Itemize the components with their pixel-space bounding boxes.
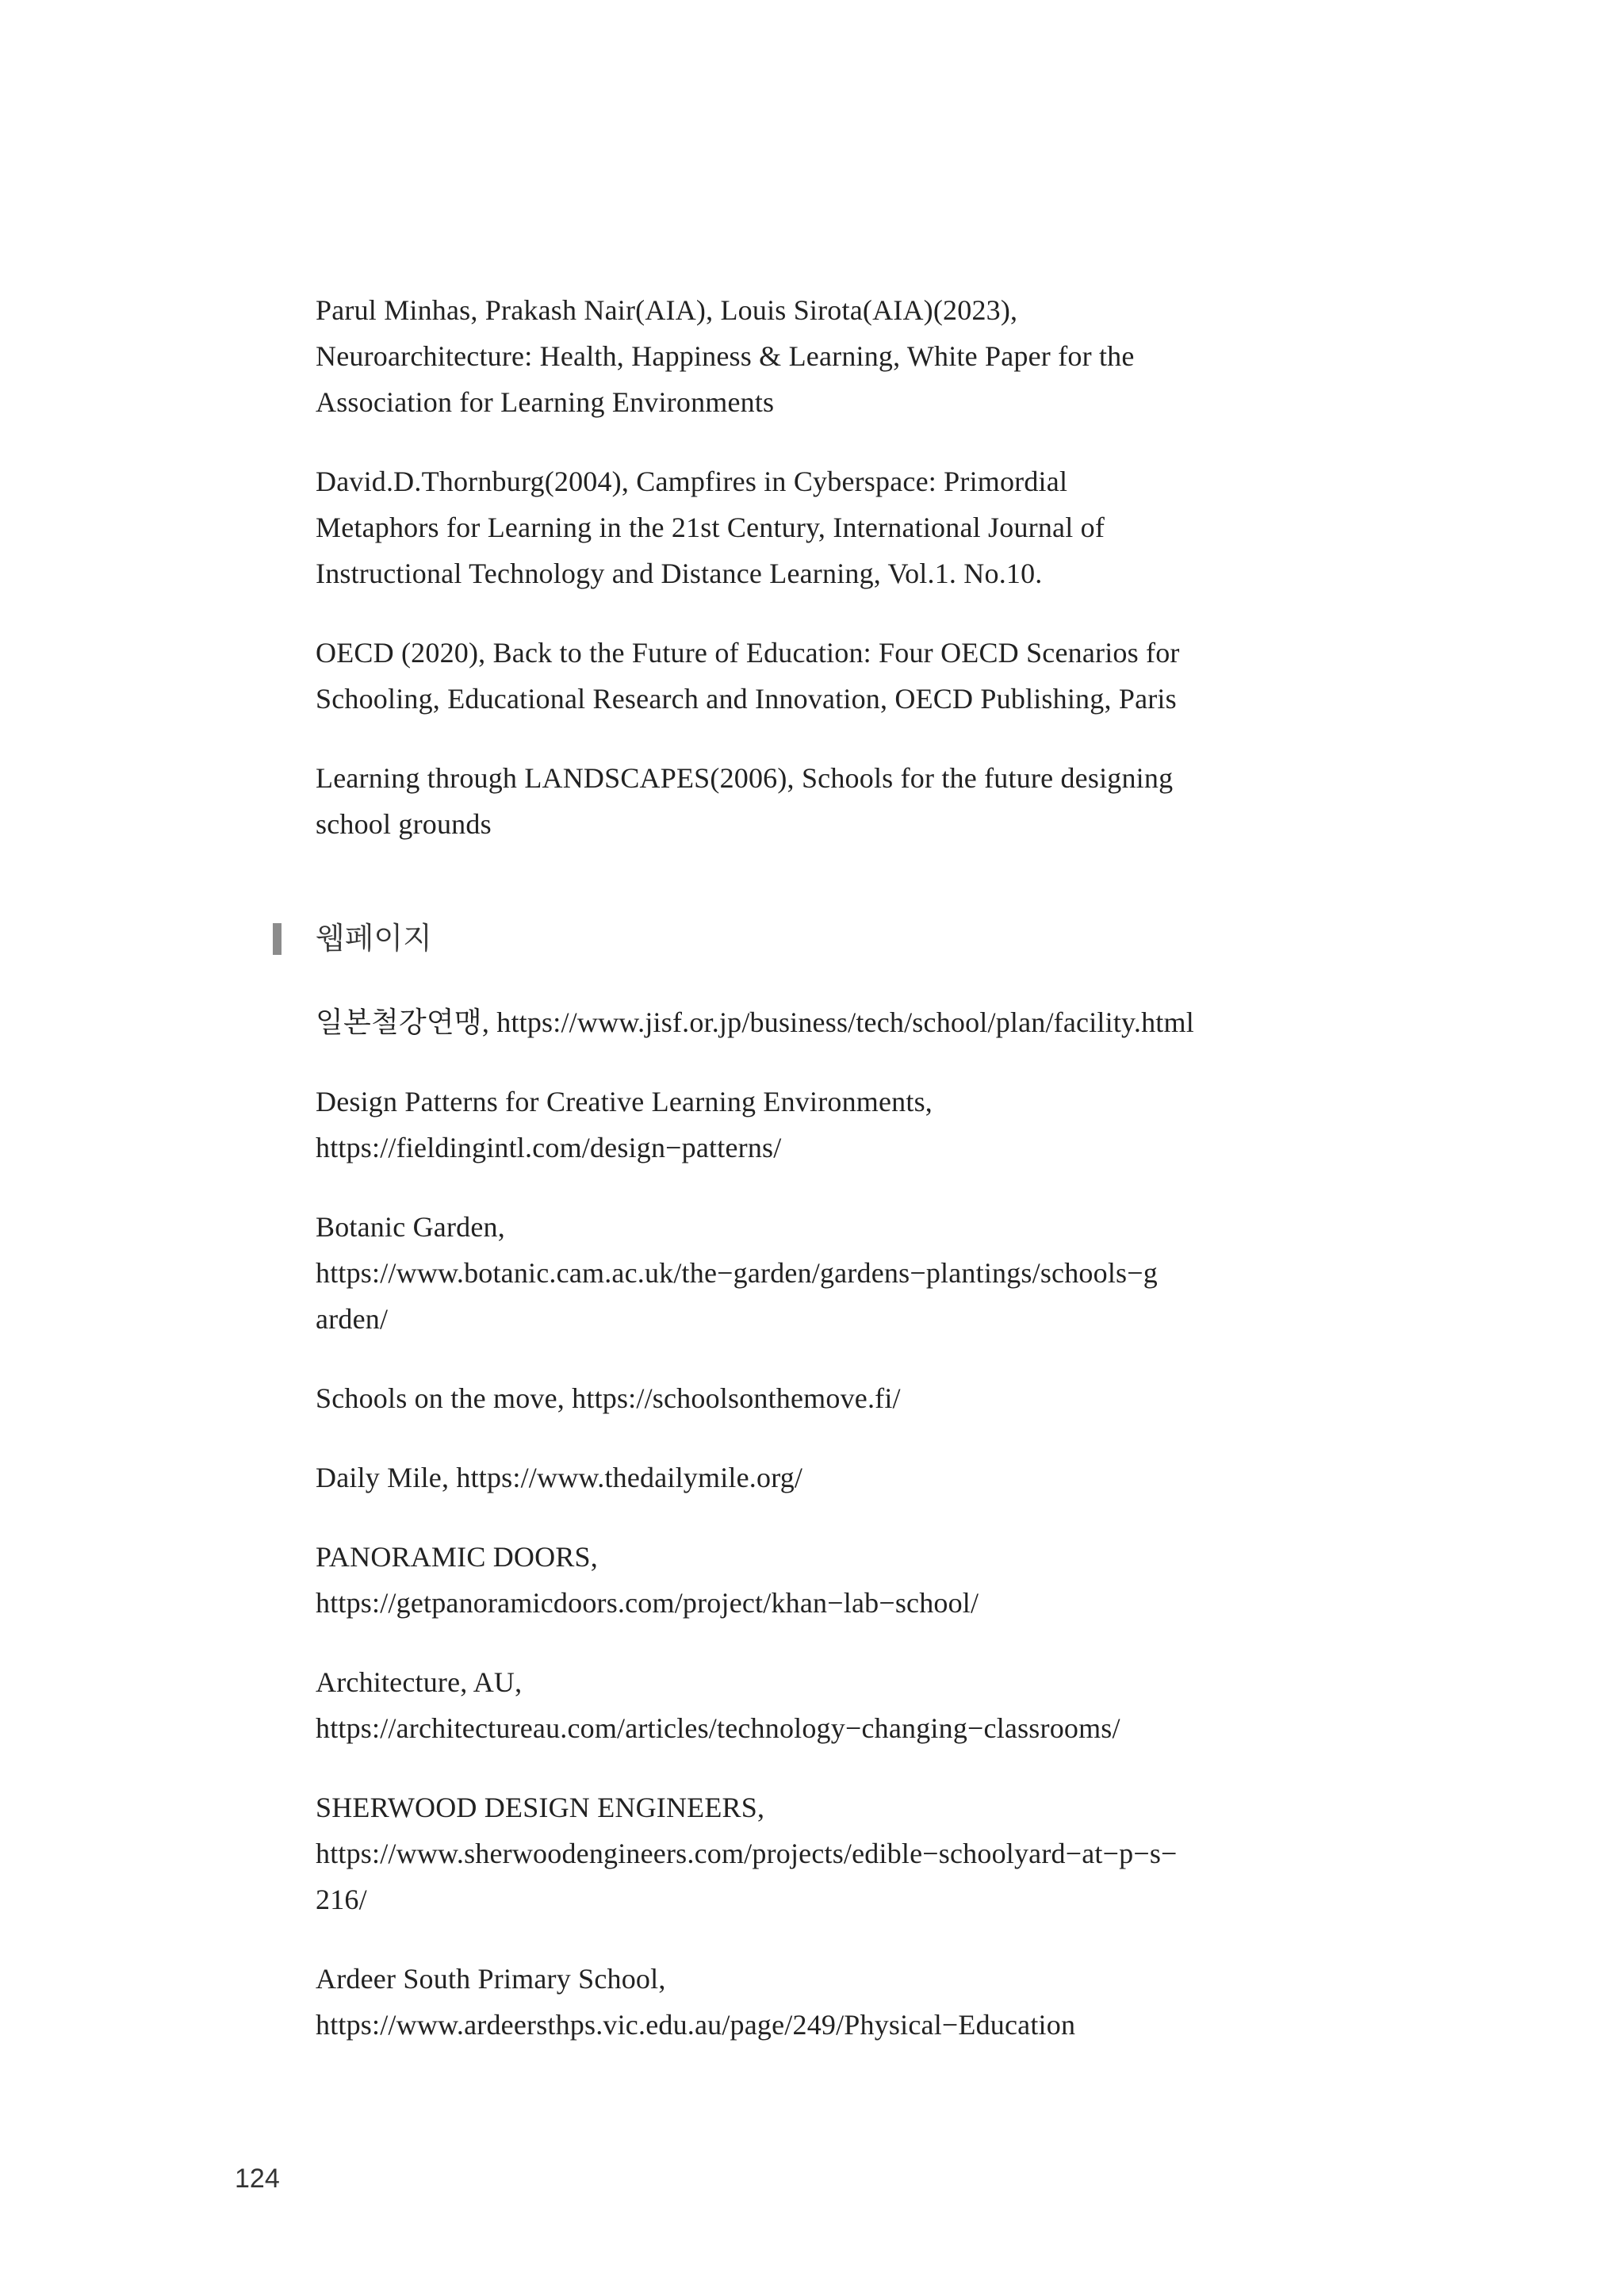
webpage-line: Ardeer South Primary School,	[316, 1963, 666, 1995]
reference-line: David.D.Thornburg(2004), Campfires in Cyberspace: Primordial	[316, 466, 1068, 497]
webpage-entry	[316, 1455, 1287, 1501]
reference-line: school grounds	[316, 808, 492, 840]
webpage-link: https://www.sherwoodengineers.com/projects/edible−schoolyard−at−p−s−	[316, 1838, 1178, 1869]
reference-line: Parul Minhas, Prakash Nair(AIA), Louis Sirota(AIA)(2023),	[316, 294, 1018, 326]
section-title: 웹페이지	[316, 921, 432, 956]
webpage-link: https://www.botanic.cam.ac.uk/the−garden/gardens−plantings/schools−g	[316, 1257, 1158, 1289]
reference-entry	[316, 458, 1287, 596]
webpage-link: https://www.ardeersthps.vic.edu.au/page/249/Physical−Education	[316, 2009, 1076, 2041]
reference-line: Instructional Technology and Distance Learning, Vol.1. No.10.	[316, 558, 1043, 589]
webpage-line: 일본철강연맹, https://www.jisf.or.jp/business/tech/school/plan/facility.html	[316, 1006, 1194, 1038]
webpage-entry	[316, 999, 1287, 1045]
webpage-line: Architecture, AU,	[316, 1666, 523, 1698]
webpage-line: Design Patterns for Creative Learning Environments,	[316, 1086, 933, 1117]
page-number: 124	[235, 2164, 280, 2194]
webpage-link: 216/	[316, 1884, 367, 1915]
webpage-line: Schools on the move, https://schoolsonthemove.fi/	[316, 1382, 901, 1414]
webpage-line: Daily Mile, https://www.thedailymile.org/	[316, 1462, 803, 1493]
webpage-entry	[316, 1079, 1287, 1171]
webpage-entry	[316, 1784, 1287, 1922]
reference-line: Schooling, Educational Research and Innovation, OECD Publishing, Paris	[316, 683, 1177, 715]
reference-entry	[316, 287, 1287, 425]
webpage-link: https://fieldingintl.com/design−patterns/	[316, 1132, 782, 1163]
reference-entry	[316, 630, 1287, 722]
reference-line: Metaphors for Learning in the 21st Century, International Journal of	[316, 512, 1105, 543]
webpage-entry	[316, 1534, 1287, 1626]
reference-line: OECD (2020), Back to the Future of Education: Four OECD Scenarios for	[316, 637, 1180, 669]
reference-entry	[316, 755, 1287, 847]
reference-line: Neuroarchitecture: Health, Happiness & Learning, White Paper for the	[316, 340, 1135, 372]
webpage-line: PANORAMIC DOORS,	[316, 1541, 598, 1573]
webpage-link: https://getpanoramicdoors.com/project/khan−lab−school/	[316, 1587, 979, 1619]
webpage-entry	[316, 1375, 1287, 1421]
webpage-link: https://architectureau.com/articles/technology−changing−classrooms/	[316, 1712, 1120, 1744]
webpage-line: SHERWOOD DESIGN ENGINEERS,	[316, 1792, 765, 1823]
webpage-entry	[316, 1659, 1287, 1751]
webpage-entry	[316, 1204, 1287, 1342]
page-content	[316, 287, 1287, 2081]
webpage-link: arden/	[316, 1303, 389, 1335]
section-marker-bar	[273, 923, 282, 955]
reference-line: Association for Learning Environments	[316, 386, 775, 418]
webpage-entry	[316, 1956, 1287, 2048]
webpages-section-heading	[316, 915, 1287, 961]
reference-line: Learning through LANDSCAPES(2006), Schools for the future designing	[316, 762, 1174, 794]
webpage-line: Botanic Garden,	[316, 1211, 505, 1243]
